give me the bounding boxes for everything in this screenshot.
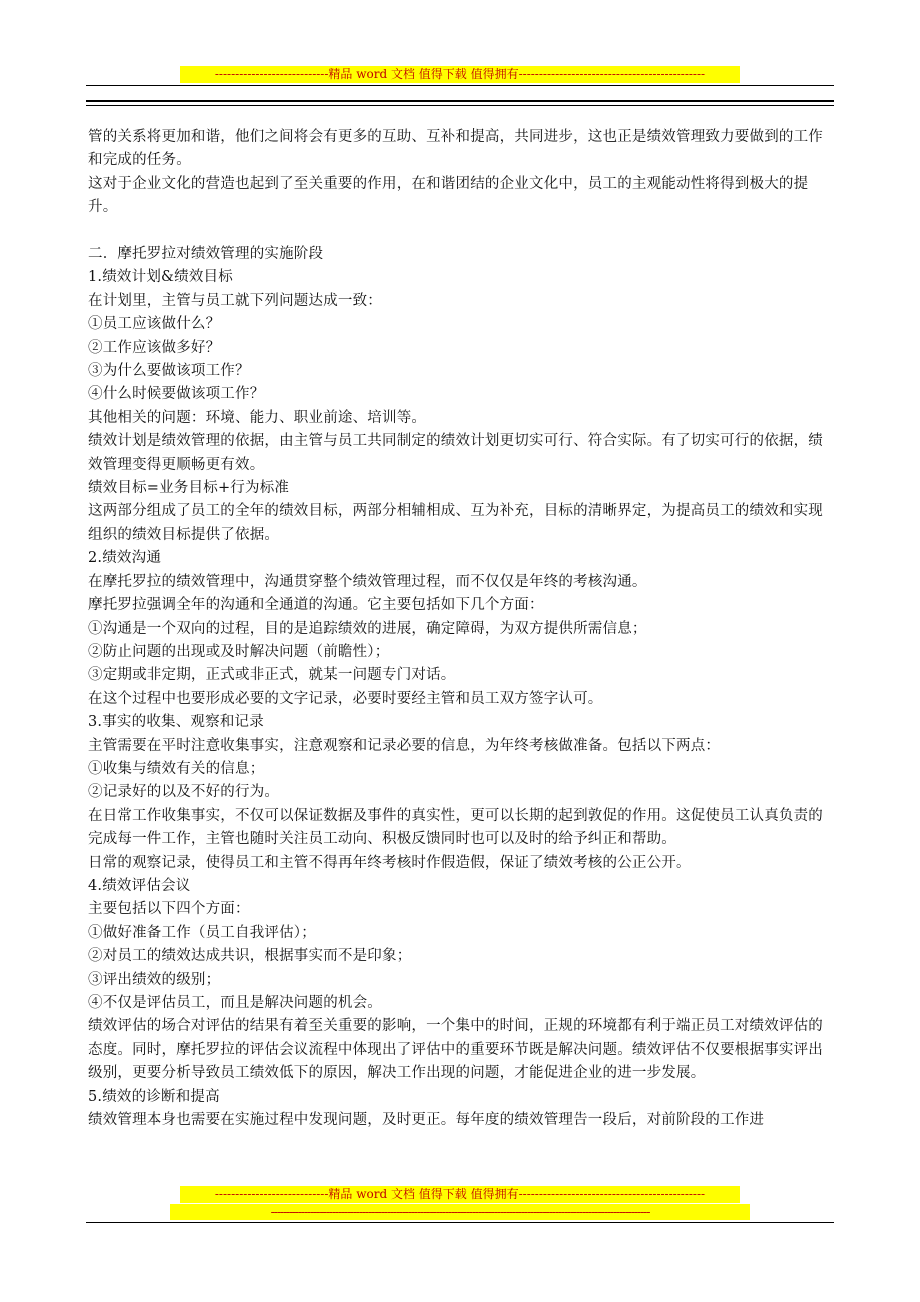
paragraph: 3.事实的收集、观察和记录 xyxy=(88,714,264,731)
paragraph: 1.绩效计划&绩效目标 xyxy=(88,269,233,286)
paragraph: 绩效管理本身也需要在实施过程中发现问题，及时更正。每年度的绩效管理告一段后，对前阶段的工作进 xyxy=(88,1112,765,1129)
paragraph: ②对员工的绩效达成共识，根据事实而不是印象； xyxy=(88,948,412,965)
header-rule-lower xyxy=(86,105,834,106)
paragraph: ④不仅是评估员工，而且是解决问题的机会。 xyxy=(88,995,382,1012)
paragraph: 日常的观察记录，使得员工和主管不得再年终考核时作假造假，保证了绩效考核的公正公开。 xyxy=(88,854,691,871)
paragraph: ①沟通是一个双向的过程，目的是追踪绩效的进展，确定障碍，为双方提供所需信息； xyxy=(88,620,647,637)
paragraph: 在这个过程中也要形成必要的文字记录，必要时要经主管和员工双方签字认可。 xyxy=(88,690,603,707)
paragraph: 主管需要在平时注意收集事实，注意观察和记录必要的信息，为年终考核做准备。包括以下两点： xyxy=(88,737,721,754)
paragraph: ①收集与绩效有关的信息； xyxy=(88,760,265,777)
header-banner: ----------------------------精品 word 文档 值得下载 值得拥有---------------------------------------------- xyxy=(180,66,740,83)
paragraph: 绩效计划是绩效管理的依据，由主管与员工共同制定的绩效计划更切实可行、符合实际。有了切实可行的依据，绩效管理变得更顺畅更有效。 xyxy=(88,433,823,473)
document-body xyxy=(88,126,834,1132)
paragraph: 管的关系将更加和谐，他们之间将会有更多的互助、互补和提高，共同进步，这也正是绩效管理致力要做到的工作和完成的任务。 xyxy=(88,129,823,169)
paragraph: ②防止问题的出现或及时解决问题（前瞻性）； xyxy=(88,643,390,660)
paragraph: ①员工应该做什么？ xyxy=(88,316,221,333)
paragraph: ②工作应该做多好？ xyxy=(88,339,221,356)
paragraph: ①做好准备工作（员工自我评估）； xyxy=(88,924,316,941)
blank-line xyxy=(88,220,834,243)
paragraph: 其他相关的问题：环境、能力、职业前途、培训等。 xyxy=(88,409,427,426)
paragraph: 绩效目标=业务目标+行为标准 xyxy=(88,480,290,497)
paragraph: ②记录好的以及不好的行为。 xyxy=(88,784,280,801)
paragraph: ④什么时候要做该项工作？ xyxy=(88,386,265,403)
paragraph: 在计划里，主管与员工就下列问题达成一致： xyxy=(88,292,382,309)
paragraph: ③定期或非定期，正式或非正式，就某一问题专门对话。 xyxy=(88,667,456,684)
paragraph: 摩托罗拉强调全年的沟通和全通道的沟通。它主要包括如下几个方面： xyxy=(88,597,544,614)
paragraph: 绩效评估的场合对评估的结果有着至关重要的影响，一个集中的时间，正规的环境都有利于端正员工对绩效评估的态度。同时，摩托罗拉的评估会议流程中体现出了评估中的重要环节既是解决问题。绩效评估不仅要根据事实评出级别，更要分析导致员工绩效低下的原因，解决工作出现的问题，才能促进企业的进一步发展。 xyxy=(88,1018,823,1082)
paragraph: 在摩托罗拉的绩效管理中，沟通贯穿整个绩效管理过程，而不仅仅是年终的考核沟通。 xyxy=(88,573,647,590)
paragraph: 二．摩托罗拉对绩效管理的实施阶段 xyxy=(88,246,324,263)
paragraph: 2.绩效沟通 xyxy=(88,550,162,567)
paragraph: ③为什么要做该项工作？ xyxy=(88,363,250,380)
footer-dash-line: ---------------------------------------------------------------------------------------------------------------------------- xyxy=(170,1204,750,1220)
paragraph: 5.绩效的诊断和提高 xyxy=(88,1088,220,1105)
header-rule-thick xyxy=(86,100,834,102)
paragraph: 这两部分组成了员工的全年的绩效目标，两部分相辅相成、互为补充，目标的清晰界定，为提高员工的绩效和实现组织的绩效目标提供了依据。 xyxy=(88,503,823,543)
paragraph: ③评出绩效的级别； xyxy=(88,971,221,988)
paragraph: 在日常工作收集事实，不仅可以保证数据及事件的真实性，更可以长期的起到敦促的作用。这促使员工认真负责的完成每一件工作，主管也随时关注员工动向、积极反馈同时也可以及时的给予纠正和帮助。 xyxy=(88,807,823,848)
paragraph: 4.绩效评估会议 xyxy=(88,877,191,894)
header-rule-thin xyxy=(86,85,834,86)
paragraph: 主要包括以下四个方面： xyxy=(88,901,250,918)
footer-banner: ----------------------------精品 word 文档 值得下载 值得拥有---------------------------------------------- xyxy=(180,1186,740,1203)
footer-rule xyxy=(86,1222,834,1223)
paragraph: 这对于企业文化的营造也起到了至关重要的作用，在和谐团结的企业文化中，员工的主观能动性将得到极大的提升。 xyxy=(88,175,809,216)
